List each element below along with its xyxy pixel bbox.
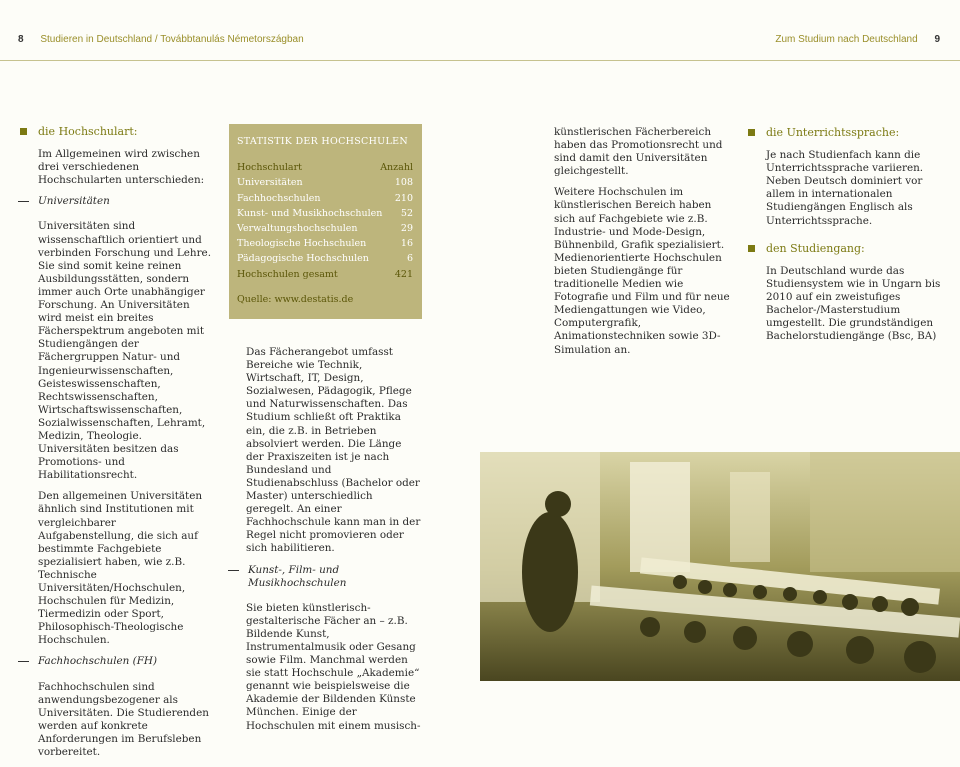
dash-icon [18, 201, 29, 202]
column-3 [554, 126, 734, 365]
paragraph-fachhochschulen: Fachhochschulen sind anwendungsbezogener als Universitäten. Die Studierenden werden auf konkrete Anforderungen im Berufsleben vorbereitet. [38, 680, 209, 759]
intro-text: Im Allgemeinen wird zwischen drei verschiedenen Hochschularten unterschieden: [38, 148, 205, 187]
subheading-universitaeten: Universitäten [18, 195, 213, 208]
section-heading-unterrichtssprache: die Unterrichtssprache: [748, 126, 948, 139]
paragraph-weitere: Weitere Hochschulen im künstlerischen Bereich haben sich auf Fachgebiete wie z.B. Industrie- und Mode-Design, Bühnenbild, Grafik spezialisiert. Medienorientierte Hochschulen bieten Studiengänge für traditionelle Medien wie Fotografie und Film und für neue Mediengattungen wie Video, Computergrafik, Animationstechniken sowie 3D-Simulation an. [554, 186, 730, 356]
statistics-title: STATISTIK DER HOCHSCHULEN [237, 136, 408, 147]
section-heading-hochschulart: die Hochschulart: [18, 125, 213, 138]
column-4 [748, 126, 948, 351]
page-header-left [18, 34, 304, 56]
stats-row: Universitäten 108 [237, 177, 413, 188]
paragraph-universitaeten: Universitäten sind wissenschaftlich orientiert und verbinden Forschung und Lehre. Sie sind somit keine reinen Ausbildungsstätten, sondern immer auch Orte unabhängiger Forschung. An Universitäten wird meist ein breites Fächerspektrum angeboten mit Studiengängen der Fächergruppen Natur- und Ingenieurwissenschaften, Geisteswissenschaften, Rechtswissenschaften, Wirtschaftswissenschaften, Sozialwissenschaften, Lehramt, Medizin, Theologie. Universitäten besitzen das Promotions- und Habilitationsrecht. [38, 220, 211, 482]
running-title-right: Zum Studium nach Deutschland [775, 34, 918, 45]
square-bullet-icon [748, 129, 755, 136]
column-2 [246, 346, 421, 741]
dash-icon [18, 661, 29, 662]
paragraph-studiengang: In Deutschland wurde das Studiensystem wie in Ungarn bis 2010 auf ein zweistufiges Bachelor-/Masterstudium umgestellt. Die grundständigen Bachelorstudiengänge (Bsc, BA) [766, 264, 941, 343]
page-header-right [775, 34, 940, 56]
dash-icon [228, 570, 239, 571]
statistics-box [229, 124, 422, 319]
stats-row: Pädagogische Hochschulen 6 [237, 253, 413, 264]
stats-header-row: Hochschulart Anzahl [237, 162, 413, 173]
stats-row: Verwaltungshochschulen 29 [237, 223, 413, 234]
paragraph-spezial: Den allgemeinen Universitäten ähnlich sind Institutionen mit vergleichbarer Aufgabenstellung, die sich auf bestimmte Fachgebiete spezialisiert haben, wie z.B. Technische Universitäten/Hochschulen, Hochschulen für Medizin, Tiermedizin oder Sport, Philosophisch-Theologische Hochschulen. [38, 490, 203, 647]
square-bullet-icon [748, 245, 755, 252]
square-bullet-icon [20, 128, 27, 135]
column-1 [18, 125, 213, 767]
lecture-hall-photo [480, 452, 960, 681]
statistics-source: Quelle: www.destatis.de [237, 294, 354, 305]
paragraph-kunsthochschulen: Sie bieten künstlerisch-gestalterische Fächer an – z.B. Bildende Kunst, Instrumentalmusik oder Gesang sowie Film. Manchmal werden sie statt Hochschule „Akademie“ genannt wie beispielsweise die Akademie der Bildenden Künste München. Einige der Hochschulen mit einem musisch- [246, 601, 421, 732]
stats-row: Theologische Hochschulen 16 [237, 238, 413, 249]
stats-row: Kunst- und Musikhochschulen 52 [237, 208, 413, 219]
paragraph-unterrichtssprache: Je nach Studienfach kann die Unterrichtssprache variieren. Neben Deutsch dominiert vor allem in internationalen Studiengängen Englisch als Unterrichtssprache. [766, 149, 924, 227]
subheading-kunsthochschulen: Kunst-, Film- und Musikhochschulen [228, 564, 421, 590]
running-title-left: Studieren in Deutschland / Továbbtanulás Németországban [40, 34, 304, 45]
section-heading-studiengang: den Studiengang: [748, 242, 948, 255]
paragraph-kuenstlerisch: künstlerischen Fächerbereich haben das Promotionsrecht und sind damit den Universitäten gleichgestellt. [554, 126, 723, 178]
subheading-fachhochschulen: Fachhochschulen (FH) [18, 655, 213, 668]
page-number-left: 8 [18, 34, 24, 45]
stats-total-row: Hochschulen gesamt 421 [237, 269, 413, 280]
paragraph-faecherangebot: Das Fächerangebot umfasst Bereiche wie Technik, Wirtschaft, IT, Design, Sozialwesen, Pädagogik, Pflege und Naturwissenschaften. Das Studium schließt oft Praktika ein, die z.B. in Betrieben absolviert werden. Die Länge der Praxiszeiten ist je nach Bundesland und Studienabschluss (Bachelor oder Master) unterschiedlich geregelt. An einer Fachhochschule kann man in der Regel nicht promovieren oder sich habilitieren. [246, 346, 421, 555]
page-number-right: 9 [934, 34, 940, 45]
stats-row: Fachhochschulen 210 [237, 193, 413, 204]
header-divider [0, 60, 960, 61]
